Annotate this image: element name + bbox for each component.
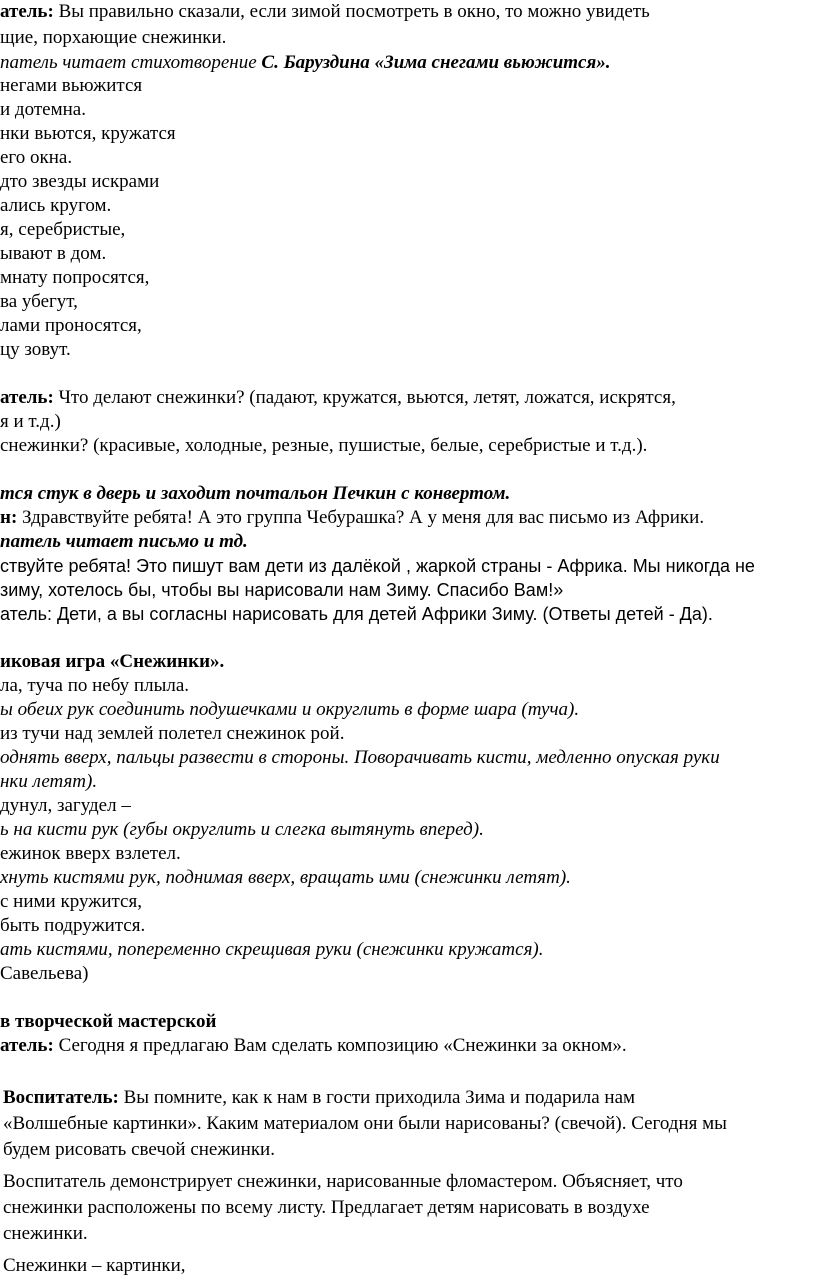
text-line: Воспитатель демонстрирует снежинки, нарисованные фломастером. Объясняет, что — [3, 1171, 683, 1192]
game-line: ежинок вверх взлетел. — [0, 843, 181, 864]
speaker-label: атель: — [0, 387, 54, 408]
text-line: снежинки. — [3, 1223, 88, 1244]
poem-line: и дотемна. — [0, 99, 86, 120]
game-instruction: хнуть кистями рук, поднимая вверх, вращать ими (снежинки летят). — [0, 867, 571, 888]
game-line: дунул, загудел – — [0, 795, 131, 816]
speaker-label: Воспитатель: — [3, 1087, 119, 1108]
poem-line: ались кругом. — [0, 195, 112, 216]
poem-title: С. Баруздина «Зима снегами вьюжится». — [261, 52, 611, 73]
poem-line: негами вьюжится — [0, 75, 143, 96]
line-text: Вы правильно сказали, если зимой посмотреть в окно, то можно увидеть — [53, 1, 650, 22]
poem-line: нки вьются, кружатся — [0, 123, 176, 144]
game-author: Савельева) — [0, 963, 89, 984]
text-line: Снежинки – картинки, — [3, 1255, 186, 1276]
game-instruction: однять вверх, пальцы развести в стороны. Поворачивать кисти, медленно опуская руки — [0, 747, 720, 768]
text-line: снежинки? (красивые, холодные, резные, пушистые, белые, серебристые и т.д.). — [0, 435, 648, 456]
text-line — [0, 506, 704, 530]
line-text: патель читает стихотворение — [0, 52, 262, 73]
section-heading: в творческой мастерской — [0, 1011, 217, 1032]
letter-line: зиму, хотелось бы, чтобы вы нарисовали нам Зиму. Спасибо Вам!» — [0, 580, 564, 600]
poem-line: ывают в дом. — [0, 243, 107, 264]
text-line: «Волшебные картинки». Каким материалом они были нарисованы? (свечой). Сегодня мы — [3, 1113, 727, 1134]
poem-line: я, серебристые, — [0, 219, 126, 240]
letter-line: атель: Дети, а вы согласны нарисовать для детей Африки Зиму. (Ответы детей - Да). — [0, 604, 713, 624]
poem-line: его окна. — [0, 147, 73, 168]
game-line: с ними кружится, — [0, 891, 142, 912]
game-instruction: нки летят). — [0, 771, 98, 792]
game-line: ла, туча по небу плыла. — [0, 675, 189, 696]
line-text: Что делают снежинки? (падают, кружатся, вьются, летят, ложатся, искрятся, — [53, 387, 676, 408]
stage-direction: тся стук в дверь и заходит почтальон Печкин с конвертом. — [0, 483, 511, 504]
line-text: Вы помните, как к нам в гости приходила Зима и подарила нам — [118, 1087, 636, 1108]
game-instruction: ы обеих рук соединить подушечками и округлить в форме шара (туча). — [0, 699, 580, 720]
line-text: Сегодня я предлагаю Вам сделать композицию «Снежинки за окном». — [53, 1035, 627, 1056]
poem-line: лами проносятся, — [0, 315, 142, 336]
speaker-label: атель: — [0, 1, 54, 22]
game-line: из тучи над землей полетел снежинок рой. — [0, 723, 345, 744]
text-line — [0, 0, 650, 24]
text-line: я и т.д.) — [0, 411, 61, 432]
text-line: снежинки расположены по всему листу. Предлагает детям нарисовать в воздухе — [3, 1197, 650, 1218]
poem-line: цу зовут. — [0, 339, 71, 360]
letter-line: ствуйте ребята! Это пишут вам дети из далёкой , жаркой страны - Африка. Мы никогда не — [0, 556, 755, 576]
game-instruction: ать кистями, попеременно скрещивая руки (снежинки кружатся). — [0, 939, 544, 960]
text-line: будем рисовать свечой снежинки. — [3, 1139, 275, 1160]
poem-line: мнату попросятся, — [0, 267, 150, 288]
section-heading: иковая игра «Снежинки». — [0, 651, 225, 672]
text-line — [3, 1086, 635, 1110]
text-line — [0, 1034, 627, 1058]
text-line — [0, 51, 611, 75]
speaker-label: атель: — [0, 1035, 54, 1056]
poem-line: ва убегут, — [0, 291, 78, 312]
text-line — [0, 386, 676, 410]
game-line: быть подружится. — [0, 915, 146, 936]
poem-line: дто звезды искрами — [0, 171, 160, 192]
stage-direction: патель читает письмо и тд. — [0, 531, 248, 552]
line-text: Здравствуйте ребята! А это группа Чебурашка? А у меня для вас письмо из Африки. — [17, 507, 705, 528]
text-line: щие, порхающие снежинки. — [0, 27, 227, 48]
game-instruction: ь на кисти рук (губы округлить и слегка вытянуть вперед). — [0, 819, 484, 840]
speaker-label: н: — [0, 507, 18, 528]
